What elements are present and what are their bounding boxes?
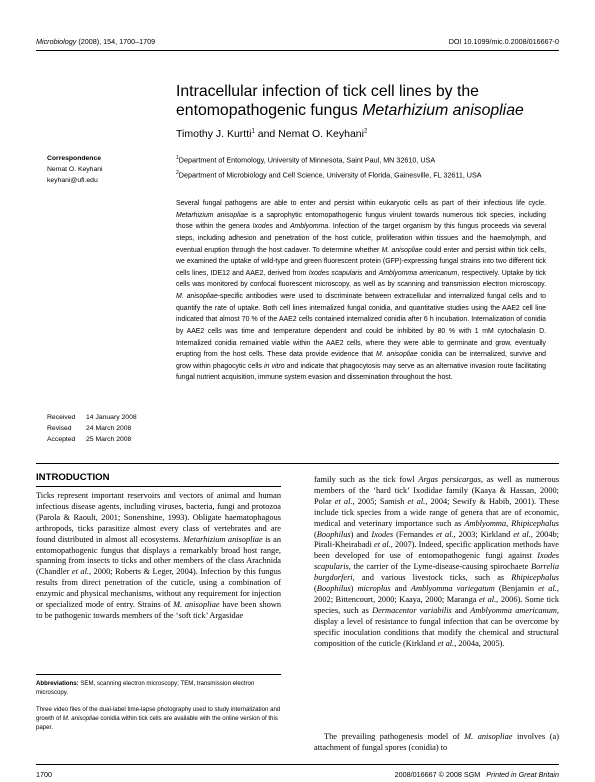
correspondence-heading: Correspondence: [47, 155, 102, 162]
correspondence-email[interactable]: keyhani@ufl.edu: [47, 177, 98, 184]
abstract-rule: [36, 463, 559, 464]
affiliation-2: $^2$Department of Microbiology and Cell Science, University of Florida, Gainesville, FL 32611, USA: [176, 170, 482, 180]
intro-heading-rule: [36, 486, 281, 487]
received-dates: Received 14 January 2008 Revised 24 March 2008 Accepted 25 March 2008: [47, 414, 137, 443]
correspondence-block: [47, 153, 103, 186]
footer-rule: [36, 764, 559, 765]
running-header-doi: DOI 10.1099/mic.0.2008/016667-0: [448, 37, 559, 46]
intro-paragraph-1: Ticks represent important reservoirs and vectors of animal and human infectious disease agents, including viruses, bacteria, fungi and protozoa (Parola & Raoult, 2001; Sonenshine, 1993). Obligate haematophagous arthropods, ticks parasitize almost every class of vertebrates and are found distributed in almost all ecosystems. Metarhizium anisopliae is an entomopathogenic fungus that displays a remarkably broad host range, spanning from insects to ticks and other members of the class Arachnida (Chandler et al., 2000; Roberts & Leger, 2004). Infection by this fungus results from direct penetration of the cuticle, using a combination of enzymic and physical mechanisms, without any requirement for injection or specialized mode of entry. Strains of M. anisopliae have been shown to be pathogenic towards members of the ‘soft tick’ Argasidae: [36, 491, 282, 620]
footer-copyright: 2008/016667 © 2008 SGM Printed in Great Britain: [394, 770, 559, 779]
correspondence-name: Nemat O. Keyhani: [47, 166, 103, 173]
page-number: 1700: [36, 770, 52, 779]
article-title: Intracellular infection of tick cell lines by the entomopathogenic fungus Metarhizium anisopliae: [176, 83, 524, 119]
header-rule: [36, 50, 559, 51]
section-heading-introduction: INTRODUCTION: [36, 472, 110, 483]
running-header-citation: Microbiology (2008), 154, 1700–1709: [36, 37, 156, 46]
footnote-abbreviations: Abbreviations: SEM, scanning electron microscopy; TEM, transmission electron microscopy.: [36, 680, 255, 697]
affiliation-1: $^1$Department of Entomology, University of Minnesota, Saint Paul, MN 32610, USA: [176, 155, 436, 165]
abstract: Several fungal pathogens are able to enter and persist within eukaryotic cells as part of their infectious life cycle. Metarhizium anisopliae is a saprophytic entomopathogenic fungus virulent towards numerous tick species, including those within the genera Ixodes and Amblyomma. Infection of the target organism by this fungus proceeds via several steps, including adhesion and penetration of the host cuticle, proliferation within tissues and the haemolymph, and eventual eruption through the host cadaver. To determine whether M. anisopliae could enter and persist within tick cells, we examined the uptake of wild-type and green fluorescent protein (GFP)-expressing fungal strains into two different tick cells lines, IDE12 and AAE2, derived from Ixodes scapularis and Amblyomma americanum, respectively. Uptake by tick cells was monitored by confocal fluorescent microscopy, as well as by scanning and transmission electron microscopy. M. anisopliae-specific antibodies were used to discriminate between extracellular and internalized fungal cells and to quantify the rate of uptake. Both cell lines internalized fungal conidia, and quantitative studies using the AAE2 cell line indicated that almost 70 % of the AAE2 cells contained internalized conidia after 6 h incubation. Internalization of conidia by AAE2 cells was time and temperature dependent and could be inhibited by 80 % with 1 mM cytochalasin D. Internalized conidia remained viable within the AAE2 cells, where they were able to germinate and grow, eventually erupting from the host cells. These data provide evidence that M. anisopliae conidia can be internalized, survive and grow within phagocytic cells in vitro and indicate that phagocytosis may serve as an alternative invasion route facilitating fungal nutrient acquisition, immune system evasion and dissemination throughout the host.: [176, 200, 547, 382]
author-list: Timothy J. Kurtti$^1$ and Nemat O. Keyhani$^2$: [176, 128, 368, 140]
footnote-supplementary: Three video files of the dual-label time-lapse photography used to study internalization and growth of M. anisopliae conidia within tick cells are available with the online version of this paper.: [36, 706, 281, 732]
intro-paragraph-1-continued: family such as the tick fowl Argas persicargas, as well as numerous members of the ‘hard tick’ Ixodidae family (Kaaya & Hassan, 2000; Polar et al., 2005; Samish et al., 2004; Sewify & Habib, 2001). These include tick species from a wide range of genera that are of economic, medical and veterinary importance such as Amblyomma, Rhipicephalus (Boophilus) and Ixodes (Fernandes et al., 2003; Kirkland et al., 2004b; Pirali-Kheirabadi et al., 2007). Indeed, specific application methods have been developed for use of entomopathogenic fungi against Ixodes scapularis, the carrier of the Lyme-disease-causing spirochaete Borrelia burgdorferi, and various livestock ticks, such as Rhipicephalus (Boophilus) microplus and Amblyomma variegatum (Benjamin et al., 2002; Bittencourt, 2000; Kaaya, 2000; Maranga et al., 2006). Some tick species, such as Dermacentor variabilis and Amblyomma americanum, display a level of resistance to fungal infection that can be overcome by specific inoculation conditions that modify the chemical and structural composition of the cuticle (Kirkland et al., 2004a, 2005).: [314, 475, 560, 648]
intro-paragraph-2: The prevailing pathogenesis model of M. anisopliae involves (a) attachment of fungal spores (conidia) to: [314, 732, 559, 752]
footnote-rule: [36, 674, 281, 675]
